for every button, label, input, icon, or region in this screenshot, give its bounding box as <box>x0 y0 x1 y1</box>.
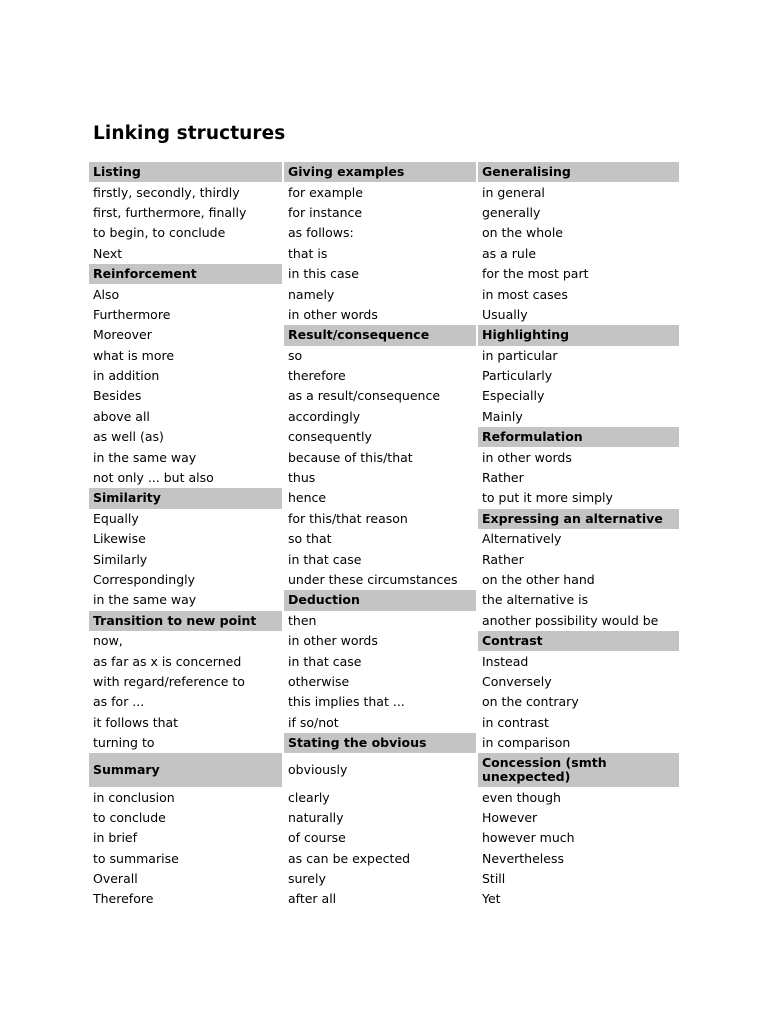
section-header-cell: Reformulation <box>478 427 679 447</box>
phrase-cell: Alternatively <box>482 531 562 547</box>
table-row <box>89 651 679 671</box>
table-row <box>89 509 679 529</box>
phrase-cell: in conclusion <box>93 789 175 805</box>
table-row <box>89 570 679 590</box>
phrase-cell: hence <box>288 490 327 506</box>
section-header-cell: Similarity <box>89 488 284 508</box>
phrase-cell: in contrast <box>482 714 549 730</box>
phrase-cell: Still <box>482 871 506 887</box>
phrase-cell: then <box>288 612 317 628</box>
table-row <box>89 713 679 733</box>
section-header-cell: Transition to new point <box>89 611 284 631</box>
phrase-cell: surely <box>288 871 326 887</box>
table-row <box>89 468 679 488</box>
phrase-cell: Equally <box>93 510 139 526</box>
phrase-cell: another possibility would be <box>482 612 659 628</box>
phrase-cell: as can be expected <box>288 850 411 866</box>
phrase-cell: namely <box>288 286 335 302</box>
section-header-cell: Stating the obvious <box>284 733 478 753</box>
phrase-cell: Likewise <box>93 531 146 547</box>
phrase-cell: accordingly <box>288 408 361 424</box>
phrase-cell: thus <box>288 470 316 486</box>
section-header-cell: Summary <box>89 753 284 787</box>
phrase-cell: in that case <box>288 551 362 567</box>
phrase-cell: first, furthermore, finally <box>93 204 247 220</box>
table-row <box>89 203 679 223</box>
table-row <box>89 162 679 182</box>
table-row <box>89 672 679 692</box>
phrase-cell: on the contrary <box>482 694 579 710</box>
phrase-cell: Furthermore <box>93 306 171 322</box>
linking-structures-table <box>89 162 679 910</box>
phrase-cell: Rather <box>482 551 524 567</box>
page-title: Linking structures <box>93 123 286 144</box>
table-row <box>89 631 679 651</box>
table-row <box>89 808 679 828</box>
table-row <box>89 386 679 406</box>
section-header-cell: Listing <box>89 162 284 182</box>
phrase-cell: so that <box>288 531 332 547</box>
phrase-cell: as well (as) <box>93 429 164 445</box>
table-body <box>89 162 679 910</box>
phrase-cell: not only ... but also <box>93 470 214 486</box>
phrase-cell: Similarly <box>93 551 148 567</box>
phrase-cell: Therefore <box>93 891 154 907</box>
phrase-cell: in the same way <box>93 592 197 608</box>
phrase-cell: what is more <box>93 347 175 363</box>
phrase-cell: to put it more simply <box>482 490 613 506</box>
phrase-cell: Nevertheless <box>482 850 564 866</box>
phrase-cell: Rather <box>482 470 524 486</box>
table-row <box>89 828 679 848</box>
table-row <box>89 284 679 304</box>
phrase-cell: this implies that ... <box>288 694 405 710</box>
section-header-cell: Giving examples <box>284 162 478 182</box>
phrase-cell: Next <box>93 245 123 261</box>
section-header-cell: Result/consequence <box>284 325 478 345</box>
phrase-cell: in general <box>482 184 545 200</box>
phrase-cell: with regard/reference to <box>93 673 245 689</box>
phrase-cell: that is <box>288 245 328 261</box>
phrase-cell: because of this/that <box>288 449 413 465</box>
phrase-cell: otherwise <box>288 673 350 689</box>
table-row <box>89 869 679 889</box>
table-row <box>89 849 679 869</box>
phrase-cell: in particular <box>482 347 558 363</box>
phrase-cell: therefore <box>288 368 346 384</box>
section-header-cell: Expressing an alternative <box>478 509 679 529</box>
phrase-cell: obviously <box>288 762 348 778</box>
phrase-cell: for example <box>288 184 363 200</box>
phrase-cell: in brief <box>93 830 138 846</box>
section-header-cell: Reinforcement <box>89 264 284 284</box>
phrase-cell: to summarise <box>93 850 179 866</box>
table-row <box>89 427 679 447</box>
table-row <box>89 223 679 243</box>
table-row <box>89 889 679 909</box>
phrase-cell: in the same way <box>93 449 197 465</box>
phrase-cell: as a rule <box>482 245 537 261</box>
table-row <box>89 264 679 284</box>
phrase-cell: Also <box>93 286 120 302</box>
phrase-cell: for this/that reason <box>288 510 408 526</box>
phrase-cell: under these circumstances <box>288 572 458 587</box>
table-row <box>89 366 679 386</box>
phrase-cell: Overall <box>93 871 138 887</box>
phrase-cell: however much <box>482 830 575 846</box>
phrase-cell: even though <box>482 789 561 805</box>
table-row <box>89 529 679 549</box>
table-row <box>89 611 679 631</box>
section-header-cell: Highlighting <box>478 325 679 345</box>
phrase-cell: in other words <box>288 306 378 322</box>
phrase-cell: for the most part <box>482 266 589 282</box>
phrase-cell: it follows that <box>93 714 179 730</box>
phrase-cell: Particularly <box>482 368 553 384</box>
phrase-cell: clearly <box>288 789 330 805</box>
section-header-cell: Concession (smth unexpected) <box>478 753 679 787</box>
table-row <box>89 325 679 345</box>
phrase-cell: in most cases <box>482 286 568 302</box>
phrase-cell: Moreover <box>93 327 152 343</box>
phrase-cell: in other words <box>482 449 572 465</box>
table-row <box>89 346 679 366</box>
phrase-cell: Instead <box>482 653 529 669</box>
table-row <box>89 787 679 807</box>
phrase-cell: Mainly <box>482 408 523 424</box>
table-row <box>89 488 679 508</box>
phrase-cell: in addition <box>93 368 160 384</box>
phrase-cell: consequently <box>288 429 372 445</box>
phrase-cell: Especially <box>482 388 545 404</box>
phrase-cell: so <box>288 347 303 363</box>
phrase-cell: as a result/consequence <box>288 388 441 404</box>
phrase-cell: after all <box>288 891 337 907</box>
phrase-cell: Besides <box>93 388 142 404</box>
table-row <box>89 590 679 610</box>
table-row <box>89 447 679 467</box>
phrase-cell: above all <box>93 408 150 424</box>
phrase-cell: turning to <box>93 735 155 751</box>
phrase-cell: as follows: <box>288 225 354 241</box>
phrase-cell: the alternative is <box>482 592 589 608</box>
phrase-cell: for instance <box>288 204 363 220</box>
phrase-cell: generally <box>482 204 541 220</box>
section-header-cell: Deduction <box>284 590 478 610</box>
table-row <box>89 182 679 202</box>
phrase-cell: firstly, secondly, thirdly <box>93 184 240 200</box>
table-row <box>89 305 679 325</box>
phrase-cell: in this case <box>288 266 359 282</box>
phrase-cell: Conversely <box>482 673 552 689</box>
table-row <box>89 244 679 264</box>
phrase-cell: on the other hand <box>482 572 595 587</box>
phrase-cell: in comparison <box>482 735 571 751</box>
phrase-cell: as far as x is concerned <box>93 653 242 669</box>
phrase-cell: now, <box>93 633 123 649</box>
table-row <box>89 549 679 569</box>
phrase-cell: to conclude <box>93 809 166 825</box>
phrase-cell: in other words <box>288 633 378 649</box>
table-row <box>89 753 679 787</box>
phrase-cell: in that case <box>288 653 362 669</box>
table-row <box>89 407 679 427</box>
phrase-cell: Correspondingly <box>93 572 196 587</box>
phrase-cell: to begin, to conclude <box>93 225 226 241</box>
phrase-cell: Usually <box>482 306 528 322</box>
phrase-cell: However <box>482 809 538 825</box>
table-row <box>89 692 679 712</box>
phrase-cell: as for ... <box>93 694 145 710</box>
phrase-cell: of course <box>288 830 346 846</box>
table-row <box>89 733 679 753</box>
section-header-cell: Generalising <box>478 162 679 182</box>
phrase-cell: if so/not <box>288 714 339 730</box>
section-header-cell: Contrast <box>478 631 679 651</box>
phrase-cell: on the whole <box>482 225 563 241</box>
phrase-cell: naturally <box>288 809 344 825</box>
phrase-cell: Yet <box>482 891 501 907</box>
